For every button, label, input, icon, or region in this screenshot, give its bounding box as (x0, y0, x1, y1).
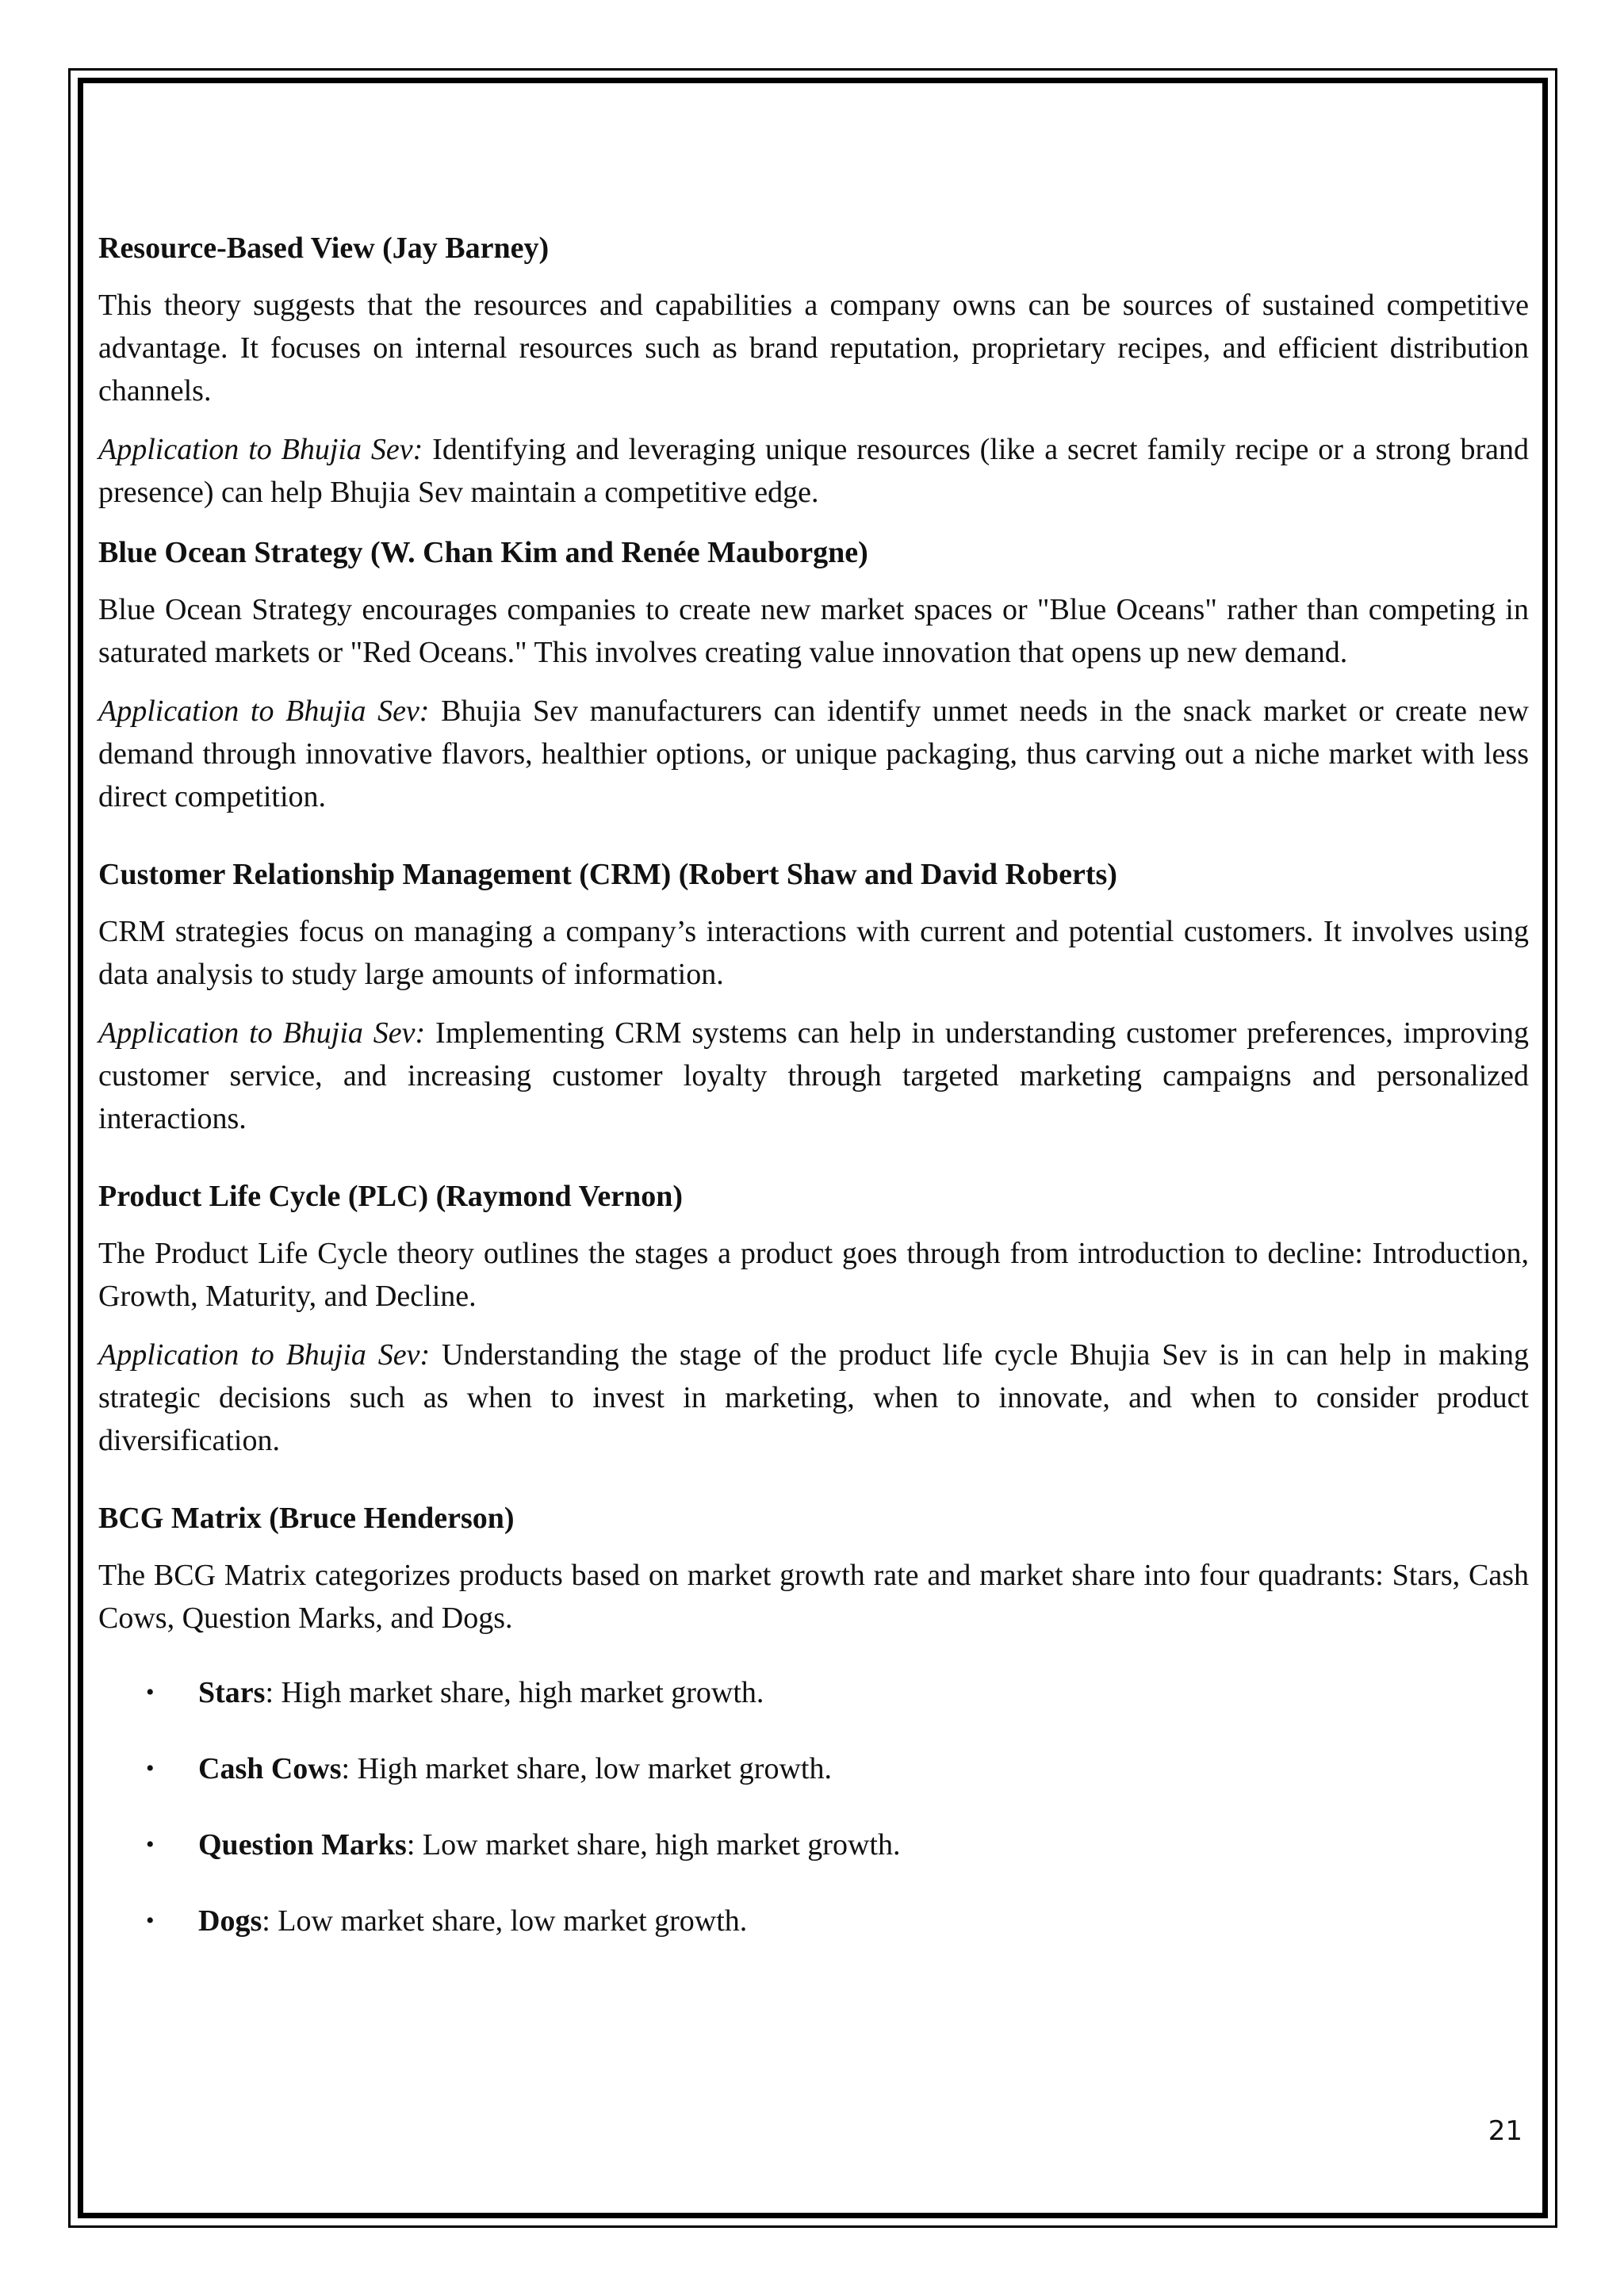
application-text: Understanding the stage of the product life cycle Bhujia Sev is in can help in making strategic decisions such as when to invest in marketing, when to innovate, and when to consider product diversification. (98, 1338, 1529, 1457)
application-paragraph (98, 1334, 1529, 1462)
application-label: Application to Bhujia Sev: (98, 433, 423, 466)
bullet-icon: • (146, 1908, 155, 1934)
bcg-quadrant-list (98, 1671, 1529, 1942)
list-item (98, 1747, 1529, 1790)
section-paragraph: Blue Ocean Strategy encourages companies to create new market spaces or "Blue Oceans" rather than competing in saturated markets or "Red Oceans." This involves creating value innovation that opens up new demand. (98, 593, 1529, 669)
quadrant-term: Dogs (198, 1904, 262, 1938)
application-paragraph (98, 1012, 1529, 1140)
quadrant-description: : Low market share, low market growth. (262, 1904, 748, 1938)
section-blue-ocean-strategy (98, 531, 1529, 818)
application-text: Identifying and leveraging unique resources (like a secret family recipe or a strong brand presence) can help Bhujia Sev maintain a competitive edge. (98, 433, 1529, 509)
application-label: Application to Bhujia Sev: (98, 1016, 426, 1050)
section-product-life-cycle (98, 1175, 1529, 1462)
section-heading: Customer Relationship Management (CRM) (Robert Shaw and David Roberts) (98, 858, 1117, 891)
section-heading: Product Life Cycle (PLC) (Raymond Vernon) (98, 1180, 684, 1213)
bullet-icon: • (146, 1679, 155, 1705)
list-item (98, 1823, 1529, 1866)
bullet-icon: • (146, 1831, 155, 1858)
quadrant-term: Stars (198, 1676, 266, 1709)
quadrant-term: Cash Cows (198, 1752, 342, 1785)
application-text: Bhujia Sev manufacturers can identify unmet needs in the snack market or create new demand through innovative flavors, healthier options, or unique packaging, thus carving out a niche market with less direct competition. (98, 695, 1529, 813)
section-paragraph: The BCG Matrix categorizes products based on market growth rate and market share into four quadrants: Stars, Cash Cows, Question Marks, and Dogs. (98, 1559, 1529, 1635)
application-paragraph (98, 428, 1529, 514)
application-paragraph (98, 690, 1529, 818)
quadrant-description: : Low market share, high market growth. (406, 1828, 901, 1862)
quadrant-description: : High market share, low market growth. (341, 1752, 832, 1785)
application-label: Application to Bhujia Sev: (98, 695, 430, 728)
quadrant-description: : High market share, high market growth. (265, 1676, 764, 1709)
section-bcg-matrix (98, 1497, 1529, 1942)
list-item (98, 1671, 1529, 1714)
section-heading: Resource-Based View (Jay Barney) (98, 232, 550, 265)
application-text: Implementing CRM systems can help in understanding customer preferences, improving customer service, and increasing customer loyalty through targeted marketing campaigns and personalized interactions. (98, 1016, 1529, 1135)
page-content (98, 227, 1529, 1976)
bullet-icon: • (146, 1755, 155, 1781)
section-paragraph: This theory suggests that the resources and capabilities a company owns can be sources of sustained competitive advantage. It focuses on internal resources such as brand reputation, proprietary recipes, and efficient distribution channels. (98, 289, 1529, 408)
section-paragraph: CRM strategies focus on managing a company’s interactions with current and potential customers. It involves using data analysis to study large amounts of information. (98, 915, 1529, 991)
section-paragraph: The Product Life Cycle theory outlines the stages a product goes through from introduction to decline: Introduction, Growth, Maturity, and Decline. (98, 1237, 1529, 1313)
list-item (98, 1900, 1529, 1942)
page-number: 21 (1488, 2115, 1522, 2147)
section-crm (98, 853, 1529, 1140)
quadrant-term: Question Marks (198, 1828, 407, 1862)
section-heading: Blue Ocean Strategy (W. Chan Kim and Renée Mauborgne) (98, 536, 868, 569)
application-label: Application to Bhujia Sev: (98, 1338, 431, 1372)
section-heading: BCG Matrix (Bruce Henderson) (98, 1502, 515, 1535)
section-resource-based-view (98, 227, 1529, 514)
